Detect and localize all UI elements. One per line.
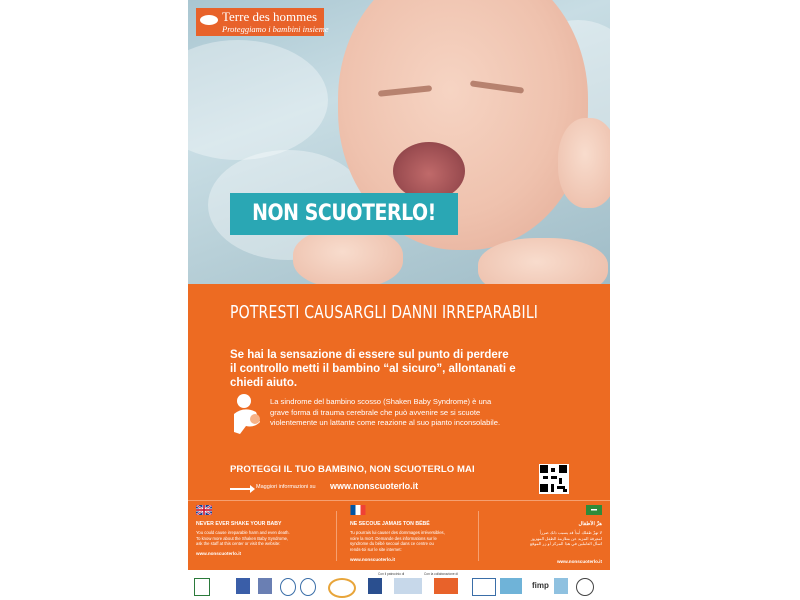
sponsor-logo	[394, 578, 422, 594]
english-url[interactable]: www.nonscuoterlo.it	[196, 551, 242, 556]
arabic-url[interactable]: www.nonscuoterlo.it	[556, 559, 602, 564]
english-title: NEVER EVER SHAKE YOUR BABY	[196, 521, 282, 527]
lead-line: chiedi aiuto.	[230, 377, 298, 389]
sponsor-logo	[280, 578, 296, 596]
poster	[188, 0, 610, 600]
text-line: rends-toi sur le site internet:	[350, 546, 402, 552]
baby-mouth	[393, 142, 465, 200]
arabic-title: هزّ الأطفال	[578, 521, 602, 527]
language-section	[188, 500, 610, 571]
text-line: لا تهزّ طفلك أبداً قد يسبب ذلك ضرراً	[539, 530, 602, 535]
call-to-action: PROTEGGI IL TUO BAMBINO, NON SCUOTERLO MAI	[230, 464, 475, 475]
french-title: NE SECOUE JAMAIS TON BÉBÉ	[350, 521, 430, 527]
text-line: لمعرفة المزيد عن متلازمة الطفل المهزوز	[530, 535, 602, 541]
sponsor-logo	[472, 578, 496, 596]
description-line: La sindrome del bambino scosso (Shaken Baby Syndrome) è una	[270, 397, 492, 406]
brand-name: Terre des hommes	[222, 9, 318, 24]
website-link[interactable]: www.nonscuoterlo.it	[330, 481, 419, 491]
sponsor-logo	[368, 578, 382, 594]
french-column	[350, 505, 478, 567]
sponsor-logo	[500, 578, 522, 594]
divider	[336, 511, 337, 561]
qr-code-icon[interactable]	[539, 464, 569, 494]
headline-box	[230, 193, 458, 235]
baby-body	[478, 238, 608, 284]
french-url[interactable]: www.nonscuoterlo.it	[350, 557, 396, 562]
arabic-flag-icon	[586, 505, 602, 515]
fimp-logo: fimp	[532, 581, 549, 590]
headline: NON SCUOTERLO!	[252, 201, 436, 226]
baby-hand	[293, 228, 403, 284]
person-holding-baby-icon	[230, 392, 264, 436]
text-line: ask the staff at this center or visit the website:	[196, 541, 281, 547]
sponsor-logo	[434, 578, 458, 594]
divider	[478, 511, 479, 561]
english-text	[196, 530, 290, 547]
brand-tagline: Proteggiamo i bambini insieme	[222, 24, 329, 34]
sponsor-logo	[328, 578, 356, 598]
baby-photo	[188, 0, 610, 284]
text-line: syndrome du bébé secoué dans ce centre ou	[350, 541, 434, 547]
text-line: اسأل العاملين في هذا المركز أو زر الموقع	[530, 541, 602, 547]
french-text	[350, 530, 445, 552]
text-line: To know more about the Shaken Baby Syndrome,	[196, 535, 289, 541]
arabic-column	[484, 505, 602, 567]
baby-hand	[558, 118, 610, 208]
brand-logo	[196, 8, 329, 36]
sponsor-logo	[300, 578, 316, 596]
description-line: grave forma di trauma cerebrale che può avvenire se si scuote	[270, 407, 481, 417]
sponsors-strip	[188, 570, 610, 600]
message-panel	[188, 284, 610, 500]
text-line: You could cause irreparable harm and even death.	[196, 530, 290, 535]
lead-text	[230, 348, 590, 390]
sponsor-logo	[576, 578, 594, 596]
description-line: violentemente un lattante come reazione al suo pianto inconsolabile.	[270, 418, 501, 427]
english-column	[196, 505, 324, 567]
eye-icon	[200, 15, 218, 25]
blanket-fold	[188, 40, 328, 160]
sponsor-label: Con il patrocinio di	[378, 572, 405, 576]
text-line: voire la mort. Demande des informations sur le	[350, 535, 437, 541]
description	[270, 397, 590, 429]
sponsor-logo	[194, 578, 210, 596]
lead-line: Se hai la sensazione di essere sul punto di perdere	[230, 349, 509, 361]
uk-flag-icon	[196, 505, 212, 515]
sponsor-logo	[258, 578, 272, 594]
sponsor-logo	[554, 578, 568, 594]
subheading: POTRESTI CAUSARGLI DANNI IRREPARABILI	[230, 302, 539, 323]
lead-line: il controllo metti il bambino “al sicuro”, allontanati e	[230, 363, 516, 375]
more-info-label: Maggiori informazioni su	[256, 484, 316, 490]
arrow-icon	[230, 488, 252, 490]
france-flag-icon	[350, 505, 366, 515]
text-line: Tu pourrais lui causer des dommages irréversibles,	[350, 530, 445, 535]
sponsor-label: Con la collaborazione di	[424, 572, 459, 576]
arabic-text	[530, 530, 602, 547]
sponsor-logo	[236, 578, 250, 594]
